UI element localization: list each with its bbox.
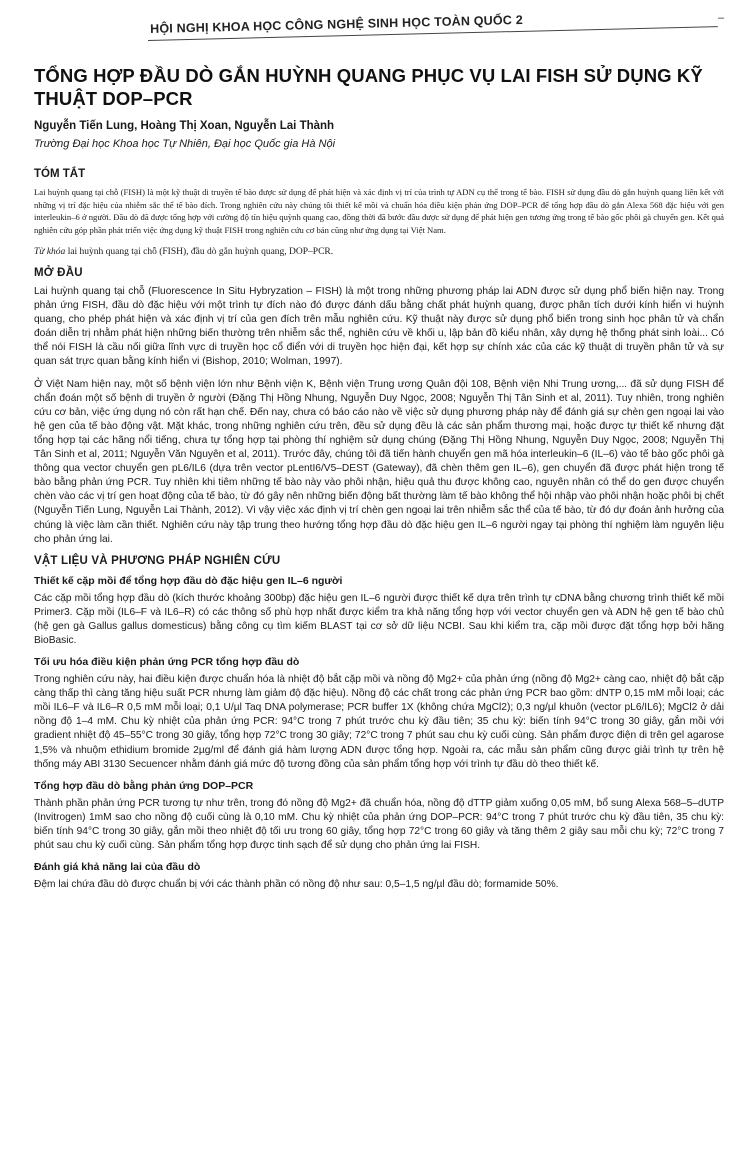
article-body: [34, 64, 724, 900]
author-affiliation: Trường Đại học Khoa học Tự Nhiên, Đại học Quốc gia Hà Nội: [34, 138, 336, 150]
page-mark: –: [718, 12, 725, 24]
dop-pcr-text: Thành phần phản ứng PCR tương tự như trên, trong đó nồng độ Mg2+ đã chuẩn hóa, nồng độ dTTP giảm xuống 0,05 mM, bổ sung Alexa 568–5–dUTP (Invitrogen) 1mM sao cho nồng độ cuối cùng là 0,10 mM. Chu kỳ nhiệt của phản ứng DOP–PCR: 94°C trong 7 phút trước chu kỳ đầu tiên, 35 chu kỳ: biến tính 94°C trong 30 giây, gắn mồi theo nhiệt độ tối ưu trong 60 giây, tổng hợp 72°C trong 60 giây và tăng thêm 2 giây sau mỗi chu kỳ; 72°C trong 7 phút sau chu kỳ cuối cùng. Sản phẩm tổng hợp được tinh sạch để sử dụng cho phản ứng lai FISH.: [34, 797, 724, 851]
keywords-line: [34, 246, 724, 259]
methods-heading: VẬT LIỆU VÀ PHƯƠNG PHÁP NGHIÊN CỨU: [34, 554, 281, 567]
pcr-optimization-text: Trong nghiên cứu này, hai điều kiện được chuẩn hóa là nhiệt độ bắt cặp mồi và nồng độ Mg2+ của phản ứng (nồng độ Mg2+ càng cao, nhiệt độ bắt cặp càng thấp thì càng tăng hiệu suất PCR nhưng làm giảm độ đặc hiệu). Nồng độ các chất trong các phản ứng PCR bao gồm: dNTP 0,15 mM mỗi loại; các mồi IL6–F và IL6–R 0,5 mM mỗi loại; 0,1 U/µl Taq DNA polymerase; PCR buffer 1X (không chứa MgCl2); 0,3 ng/µl khuôn (vector pL6/IL6); MgCl2 ở dải nồng độ 1–4 mM. Chu kỳ nhiệt của phản ứng PCR: 94°C trong 7 phút trước chu kỳ đầu tiên; 35 chu kỳ: biến tính 94°C trong 30 giây, gắn mồi với gradient nhiệt độ 45–55°C trong 30 giây, tổng hợp 72°C trong 30 giây; 72°C trong 7 phút sau chu kỳ cuối cùng. Sản phẩm được điện di trên gel agarose 1,5% và nhuộm ethidium bromide 2µg/ml để đánh giá hàm lượng ADN được tổng hợp. Ngoài ra, các mẫu sản phẩm cũng được giải trình tự trên hệ thống máy ABI 3130 Secuencer nhằm đánh giá mức độ tương đồng của sản phẩm tổng hợp với trình tự đầu dò theo thiết kế.: [34, 674, 724, 770]
intro-heading: MỞ ĐẦU: [34, 267, 83, 279]
abstract-heading: TÓM TẮT: [34, 168, 86, 180]
pcr-optimization-heading: Tối ưu hóa điều kiện phản ứng PCR tổng hợp đầu dò: [34, 656, 300, 669]
keywords-label: Từ khóa: [34, 247, 66, 257]
article-title: TỔNG HỢP ĐẦU DÒ GẮN HUỲNH QUANG PHỤC VỤ LAI FISH SỬ DỤNG KỸ THUẬT DOP–PCR: [34, 65, 703, 109]
primer-design-text: Các cặp mồi tổng hợp đầu dò (kích thước khoảng 300bp) đặc hiệu gen IL–6 người được thiết kế dựa trên trình tự cDNA bằng chương trình thiết kế mồi Primer3. Cặp mồi (IL6–F và IL6–R) có các thông số phù hợp nhất được kiểm tra khả năng tổng hợp với vector chuyển gen và ADN hệ gen tế bào chủ (hệ gen gà Gallus gallus domesticus) bằng công cụ tìm kiếm BLAST tại cơ sở dữ liệu NCBI. Sau khi kiểm tra, cặp mồi được đặt tổng hợp bởi hãng BioBasic.: [34, 592, 724, 646]
hybridization-text: Đệm lai chứa đầu dò được chuẩn bị với các thành phần có nồng độ như sau: 0,5–1,5 ng/µl đầu dò; formamide 50%.: [34, 879, 559, 891]
dop-pcr-heading: Tổng hợp đầu dò bằng phản ứng DOP–PCR: [34, 779, 254, 792]
hybridization-heading: Đánh giá khả năng lai của đầu dò: [34, 861, 201, 874]
abstract-text: Lai huỳnh quang tại chỗ (FISH) là một kỹ thuật di truyền tế bào được sử dụng để phát hiện và xác định vị trí của trình tự ADN cụ thể trong tế bào. FISH sử dụng đầu dò gắn huỳnh quang liên kết với những vị trí đặc hiệu của nhiễm sắc thể tế bào đích. Trong nghiên cứu này chúng tôi thiết kế mồi và chuẩn hóa điều kiện phản ứng DOP–PCR để tổng hợp đầu dò gắn Alexa 568 đặc hiệu với gen interleukin–6 ở người. Đầu dò đã được tổng hợp với cường độ tín hiệu quỳnh quang cao, đồng thời đã bước đầu được sử dụng để phát hiện gen tương ứng trong tế bào gốc phôi gà chuyển gen. Kết quả nghiên cứu góp phần phát triển việc ứng dụng kỹ thuật FISH trong nghiên cứu cơ bản cũng như ứng dụng tại Việt Nam.: [34, 187, 724, 235]
running-header: HỘI NGHỊ KHOA HỌC CÔNG NGHỆ SINH HỌC TOÀN QUỐC 2: [150, 12, 524, 36]
intro-paragraph-2: Ở Việt Nam hiện nay, một số bệnh viện lớn như Bệnh viện K, Bệnh viện Trung ương Quân đội 108, Bệnh viện Nhi Trung ương,... đã sử dụng FISH để chẩn đoán một số bệnh di truyền ở người (Đặng Thị Hồng Nhung, Nguyễn Duy Ngọc, 2008; Nguyễn Thị Tân Sinh et al, 2011). Tuy nhiên, trong nghiên cứu cơ bản, việc ứng dụng nó còn rất hạn chế. Đến nay, chưa có báo cáo nào về việc sử dụng phương pháp này để đánh giá sự chèn gen ngoại lai vào hệ gen của tế bào động vật. Mặt khác, trong những nghiên cứu trên, đều sử dụng đều là các sản phẩm thương mại, hoặc được tự thiết kế nhưng đặt tổng hợp tại các hãng nổi tiếng, chưa tự tổng hợp tại phòng thí nghiệm sử dụng chúng (Đặng Thị Hồng Nhung, Nguyễn Duy Ngọc, 2008; Nguyễn Thị Tân Sinh et al, 2011; Nguyễn Văn Nguyên et al, 2011). Trước đây, chúng tôi đã tiến hành chuyển gen mã hóa interleukin–6 (IL–6) vào tế bào gốc phôi gà thông qua vector chuyển gen pL6/IL6 (dựa trên vector pLentI6/V5–DEST (Gateway), đã chèn thêm gen IL–6), gen chuyển đã được phát hiện trong tế bào bằng phản ứng PCR. Tuy nhiên khi tiêm những tế bào này vào phôi nhận, hiệu quả thu được không cao, nguyên nhân có thể do gen được chuyển chèn vào các vị trí gen hoạt động của tế bào, từ đó gây nên những biến động bất thường làm tế bào không thể hội nhập vào phôi nhận hoặc phôi bị chết (Nguyễn Tiến Lung, Nguyễn Lai Thành, 2012). Vì vậy việc xác định vị trí chèn gen ngoại lai trên nhiễm sắc thể của tế bào, từ đó dự đoán ảnh hưởng của chúng là việc làm cần thiết. Nghiên cứu này tập trung theo hướng tổng hợp đầu dò đặc hiệu gen IL–6 người ngay tại phòng thí nghiệm làm nguyên liệu cho phản ứng lai.: [34, 378, 724, 545]
primer-design-heading: Thiết kế cặp mồi để tổng hợp đầu dò đặc hiệu gen IL–6 người: [34, 574, 343, 587]
intro-paragraph-1: Lai huỳnh quang tại chỗ (Fluorescence In Situ Hybryzation – FISH) là một trong những phương pháp lai ADN được sử dụng phổ biến hiện nay. Trong phản ứng FISH, đầu dò đặc hiệu với một trình tự đích nào đó được đánh dấu bằng chất phát huỳnh quang, được phân tích dưới kính hiển vi huỳnh quang, cho phép phát hiện và xác định vị trí của gen đích trên mẫu nghiên cứu. Kỹ thuật này được sử dụng phổ biến trong sinh học phân tử và chẩn đoán diễn trị nhằm phát hiện những biến thường trên nhiễm sắc thể, nghiên cứu về khối u, lập bản đồ kiểu nhân, xây dựng hệ thống phát sinh loài... Có thể nói FISH là cầu nối giữa lĩnh vực di truyền học cổ điển với di truyền học hiện đại, kết hợp sự chính xác của các kỹ thuật di truyền phân tử và sự quan sát trực quan bằng kính hiển vi (Bishop, 2010; Wolman, 1997).: [34, 286, 724, 368]
keywords-text: lai huỳnh quang tại chỗ (FISH), đầu dò gắn huỳnh quang, DOP–PCR.: [67, 247, 334, 257]
author-list: Nguyễn Tiến Lung, Hoàng Thị Xoan, Nguyễn Lai Thành: [34, 120, 335, 132]
